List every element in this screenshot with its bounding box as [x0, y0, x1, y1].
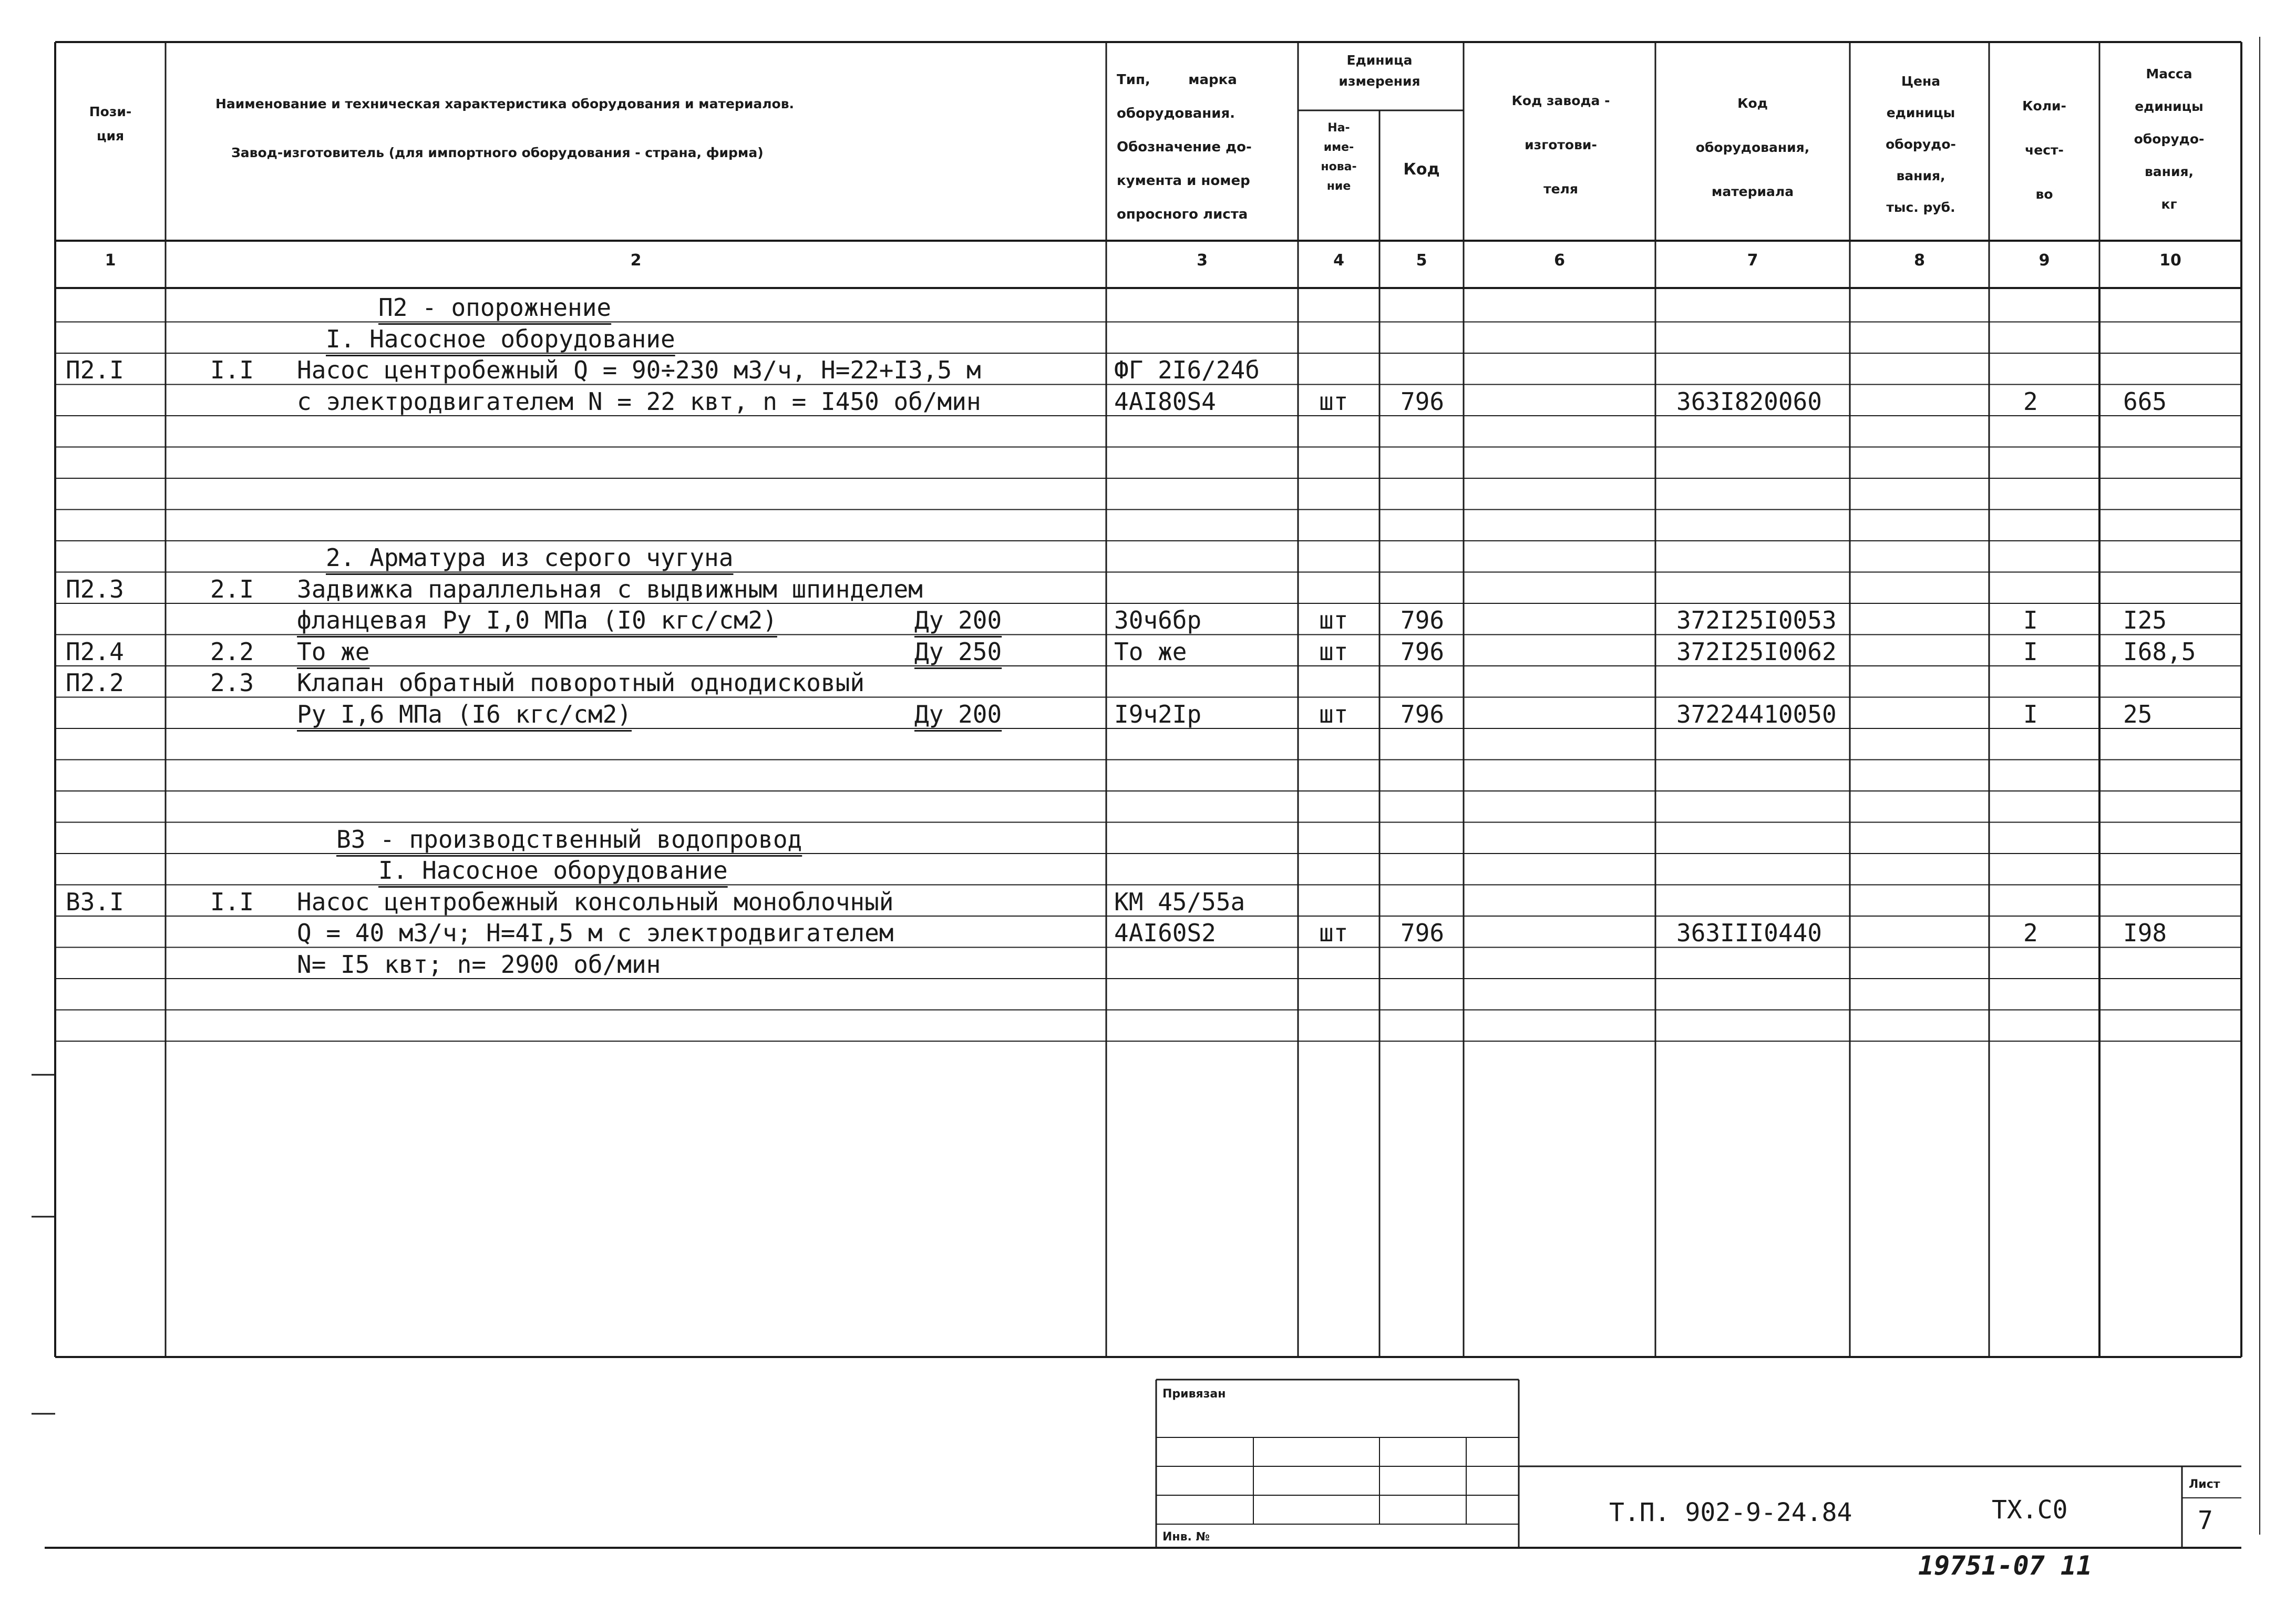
cell-name: Задвижка параллельная с выдвижным шпинделем: [297, 574, 923, 603]
cell-dn: Ду 200: [914, 606, 1002, 634]
cell-pos: П2.3: [66, 574, 124, 603]
cell-pos: П2.4: [66, 637, 124, 666]
cell-code: 796: [1401, 387, 1445, 416]
cell-sub: I.I: [210, 356, 254, 384]
cell-unit: шт: [1319, 606, 1348, 634]
cell-code: 796: [1401, 919, 1445, 947]
cell-unit: шт: [1319, 387, 1348, 416]
cell-dn: Ду 200: [914, 700, 1002, 728]
header-qty: Коли- чест- во: [2022, 98, 2066, 202]
cell-eqcode: 363I820060: [1676, 387, 1822, 416]
stamp-privyazan: Привязан: [1162, 1387, 1226, 1401]
col-number: 4: [1333, 251, 1344, 270]
header-equip-code: Код оборудования, материала: [1695, 96, 1810, 199]
cell-mass: 25: [2123, 700, 2153, 728]
cell-name: I. Насосное оборудование: [326, 324, 675, 353]
col-number: 9: [2038, 251, 2050, 270]
document-mark: ТХ.С0: [1992, 1495, 2068, 1525]
cell-qty: I: [2023, 606, 2038, 634]
cell-code: 796: [1401, 606, 1445, 634]
header-unit-group: Единица измерения: [1339, 53, 1420, 89]
cell-type: 30ч6бр: [1114, 606, 1202, 634]
col-number: 8: [1914, 251, 1925, 270]
header-mass: Масса единицы оборудо- вания, кг: [2134, 66, 2205, 212]
cell-name: Клапан обратный поворотный однодисковый: [297, 669, 865, 697]
stamp-inventory: Инв. №: [1162, 1530, 1210, 1544]
cell-name: П2 - опорожнение: [378, 293, 612, 322]
header-unit-name: На- име- нова- ние: [1321, 121, 1357, 193]
cell-unit: шт: [1319, 919, 1348, 947]
cell-pos: П2.2: [66, 669, 124, 697]
cell-eqcode: 372I25I0053: [1676, 606, 1837, 634]
cell-eqcode: 37224410050: [1676, 700, 1837, 728]
cell-name: В3 - производственный водопровод: [336, 825, 802, 854]
header-type: Тип, марка оборудования. Обозначение до- кумента и номер опросного листа: [1117, 72, 1252, 222]
cell-name: 2. Арматура из серого чугуна: [326, 543, 734, 572]
cell-qty: 2: [2023, 387, 2038, 416]
cell-type: ФГ 2I6/24б: [1114, 356, 1260, 384]
cell-name: I. Насосное оборудование: [378, 856, 728, 885]
col-number: 1: [105, 251, 116, 270]
cell-sub: I.I: [210, 887, 254, 916]
cell-type: То же: [1114, 637, 1187, 666]
cell-name: Насос центробежный Q = 90÷230 м3/ч, Н=22+I3,5 м: [297, 356, 981, 384]
cell-name: фланцевая Ру I,0 МПа (I0 кгс/см2): [297, 606, 777, 634]
cell-type: I9ч2Iр: [1114, 700, 1202, 728]
cell-mass: I98: [2123, 919, 2167, 947]
cell-name: Ру I,6 МПа (I6 кгс/см2): [297, 700, 632, 728]
cell-code: 796: [1401, 637, 1445, 666]
col-number: 5: [1416, 251, 1427, 270]
handwritten-number: 19751-07 11: [1918, 1550, 2093, 1581]
cell-type: 4АI60S2: [1114, 919, 1216, 947]
col-number: 3: [1197, 251, 1208, 270]
header-mfr-code: Код завода - изготови- теля: [1511, 93, 1610, 197]
cell-name: Q = 40 м3/ч; Н=4I,5 м с электродвигателем: [297, 919, 894, 947]
col-number: 2: [630, 251, 642, 270]
cell-type: КМ 45/55а: [1114, 887, 1245, 916]
sheet-number: 7: [2198, 1506, 2213, 1535]
cell-name: N= I5 квт; n= 2900 об/мин: [297, 950, 661, 979]
cell-dn: Ду 250: [914, 637, 1002, 666]
cell-unit: шт: [1319, 637, 1348, 666]
header-name-a: Наименование и техническая характеристика оборудования и материалов.: [215, 96, 795, 111]
cell-code: 796: [1401, 700, 1445, 728]
cell-sub: 2.2: [210, 637, 254, 666]
header-price: Цена единицы оборудо- вания, тыс. руб.: [1886, 74, 1956, 215]
sheet-label: Лист: [2189, 1478, 2220, 1491]
cell-qty: I: [2023, 637, 2038, 666]
cell-mass: I68,5: [2123, 637, 2196, 666]
cell-sub: 2.3: [210, 669, 254, 697]
col-number: 7: [1747, 251, 1758, 270]
cell-name: Насос центробежный консольный моноблочный: [297, 887, 894, 916]
document-number: Т.П. 902-9-24.84: [1609, 1498, 1852, 1527]
cell-sub: 2.I: [210, 574, 254, 603]
cell-eqcode: 363III0440: [1676, 919, 1822, 947]
col-number: 10: [2159, 251, 2181, 270]
cell-pos: П2.I: [66, 356, 124, 384]
cell-qty: I: [2023, 700, 2038, 728]
header-name-b: Завод-изготовитель (для импортного оборудования - страна, фирма): [231, 145, 764, 160]
header-unit-code: Код: [1403, 160, 1440, 179]
cell-unit: шт: [1319, 700, 1348, 728]
cell-eqcode: 372I25I0062: [1676, 637, 1837, 666]
cell-mass: 665: [2123, 387, 2167, 416]
col-number: 6: [1554, 251, 1565, 270]
cell-type: 4АI80S4: [1114, 387, 1216, 416]
cell-mass: I25: [2123, 606, 2167, 634]
cell-pos: В3.I: [66, 887, 124, 916]
cell-qty: 2: [2023, 919, 2038, 947]
cell-name: То же: [297, 637, 370, 666]
cell-name: с электродвигателем N = 22 квт, n = I450 об/мин: [297, 387, 981, 416]
header-position: Пози- ция: [89, 104, 132, 143]
